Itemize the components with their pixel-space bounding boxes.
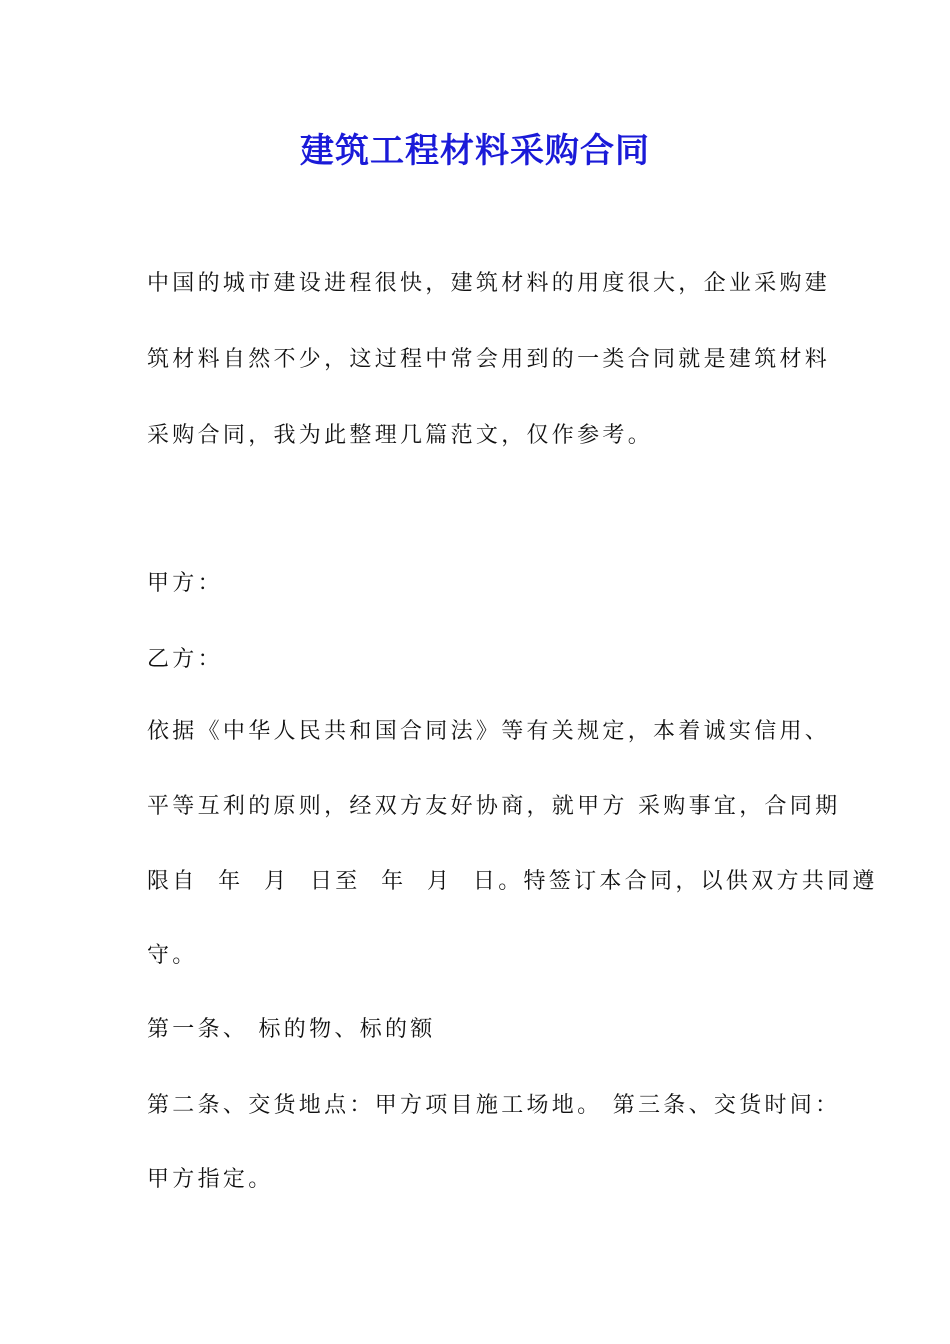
preamble-line-4: 守。 [147,943,198,968]
preamble-line-1: 依据《中华人民共和国合同法》等有关规定，本着诚实信用、 [147,719,831,744]
preamble-line-3: 限自 年 月 日至 年 月 日。特签订本合同，以供双方共同遵 [147,869,878,894]
clause-2-3: 第二条、交货地点：甲方项目施工场地。 第三条、交货时间： [147,1093,841,1118]
party-a-label: 甲方： [147,571,223,596]
document-title: 建筑工程材料采购合同 [300,131,650,171]
intro-line-1: 中国的城市建设进程很快，建筑材料的用度很大，企业采购建 [147,271,831,296]
clause-1: 第一条、 标的物、标的额 [147,1017,436,1042]
clause-3-continued: 甲方指定。 [147,1167,274,1192]
intro-line-3: 采购合同，我为此整理几篇范文，仅作参考。 [147,423,654,448]
intro-line-2: 筑材料自然不少，这过程中常会用到的一类合同就是建筑材料 [147,347,831,372]
preamble-line-2: 平等互利的原则，经双方友好协商，就甲方 采购事宜，合同期 [147,794,841,819]
party-b-label: 乙方： [147,647,223,672]
